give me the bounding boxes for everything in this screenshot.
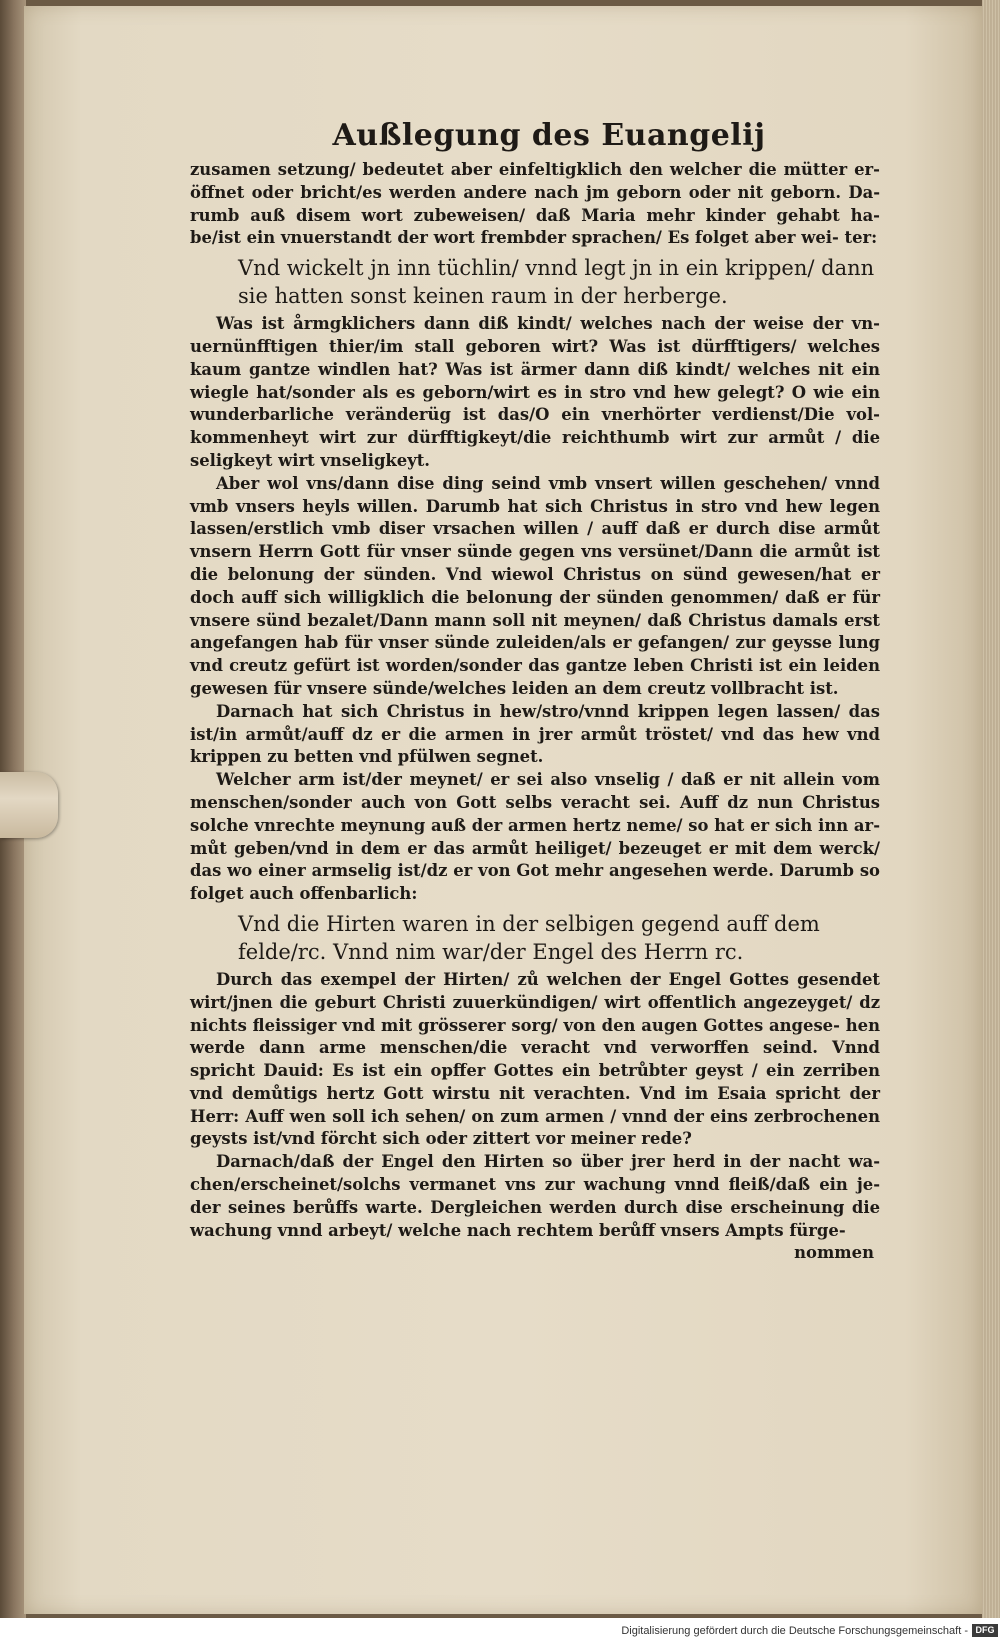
scripture-verse: Vnd wickelt jn inn tüchlin/ vnnd legt jn in ein krippen/ dann sie hatten sonst keinen raum in der herberge. <box>238 256 875 309</box>
paragraph: Darnach hat sich Christus in hew/stro/vnnd krippen legen lassen/ das ist/in armůt/auff dz er die armen in jrer armůt tröstet/ vnd das hew vnd krippen zu betten vnd pfülwen segnet. <box>190 701 880 767</box>
scripture-verse: Vnd die Hirten waren in der selbigen gegend auff dem felde/rc. Vnnd nim war/der Engel des Herrn rc. <box>238 911 820 964</box>
page-edges <box>982 0 1000 1618</box>
paragraph: Aber wol vns/dann dise ding seind vmb vnsert willen geschehen/ vnnd vmb vnsers heyls willen. Darumb hat sich Christus in stro vnd hew legen lassen/erstlich vmb diser vrsachen willen / auff daß er durch dise armůt vnsern Herrn Gott für vnser sünde gegen vns versünet/Dann die armůt ist die belonung der sünden. Vnd wiewol Christus on sünd gewesen/hat er doch auff sich willigklich die belonung der sünden genommen/ daß er für vnsere sünd bezalet/Dann mann soll nit meynen/ daß Christus damals erst angefangen hab für vnser sünde zuleiden/als er gefangen/ zur geysse lung vnd creutz gefürt ist worden/sonder das gantze leben Christi ist ein leiden gewesen für vnsere sünde/welches leiden an dem creutz vollbracht ist. <box>190 473 880 698</box>
dfg-logo: DFG <box>972 1624 998 1637</box>
paragraph: Welcher arm ist/der meynet/ er sei also vnselig / daß er nit allein vom menschen/sonder auch von Gott selbs veracht sei. Auff dz nun Christus solche vnrechte meynung auß der armen hertz neme/ so hat er sich inn ar- můt geben/vnd in dem er das armůt heiliget/ bezeuget er mit dem werck/ das wo einer armselig ist/dz er von Got mehr angesehen werde. Darumb so folget auch offenbarlich: <box>190 770 880 904</box>
footer-credit: Digitalisierung gefördert durch die Deutsche Forschungsgemeinschaft - <box>621 1625 968 1637</box>
paragraph: Durch das exempel der Hirten/ zů welchen der Engel Gottes gesendet wirt/jnen die geburt Christi zuuerkündigen/ wirt offentlich angezeyget/ dz nichts fleissiger vnd mit grösserer sorg/ von den augen Gottes angese- hen werde dann arme menschen/die veracht vnd verworffen seind. Vnnd spricht Dauid: Es ist ein opffer Gottes ein betrůbter geyst / ein zerriben vnd demůtigs hertz Gott wirstu nit verachten. Vnd im Esaia spricht der Herr: Auff wen soll ich sehen/ on zum armen / vnnd der eins zerbrochenen geysts ist/vnd förcht sich oder zittert vor meiner rede? <box>190 969 880 1149</box>
binding-strap <box>0 772 58 838</box>
paragraph: Darnach/daß der Engel den Hirten so über jrer herd in der nacht wa- chen/erscheinet/solchs vermanet vns zur wachung vnnd fleiß/daß ein je- der seines berůffs warte. Dergleichen werden durch dise erscheinung die wachung vnnd arbeyt/ welche nach rechtem berůff vnsers Ampts fürge- <box>190 1152 880 1240</box>
paragraph: Was ist årmgklichers dann diß kindt/ welches nach der weise der vn- uernünfftigen thier/im stall geboren wirt? Was ist dürfftigers/ welches kaum gantze windlen hat? Was ist ärmer dann diß kindt/ welches nit ein wiegle hat/sonder als es geborn/wirt es in stro vnd hew gelegt? O wie ein wunderbarliche veränderüg ist das/O ein vnerhörter verdienst/Die vol- kommenheyt wirt zur dürfftigkeyt/die reichthumb wirt zur armůt / die seligkeyt wirt vnseligkeyt. <box>190 314 880 470</box>
running-head: Außlegung des Euangelij <box>332 118 766 153</box>
text-block <box>190 118 880 1264</box>
paragraph: zusamen setzung/ bedeutet aber einfeltigklich den welcher die mütter er- öffnet oder bricht/es werden andere nach jm geborn oder nit geborn. Da- rumb auß disem wort zubeweisen/ daß Maria mehr kinder gehabt ha- be/ist ein vnuerstandt der wort frembder sprachen/ Es folget aber wei- ter: <box>190 160 880 248</box>
catchword: nommen <box>794 1243 874 1263</box>
